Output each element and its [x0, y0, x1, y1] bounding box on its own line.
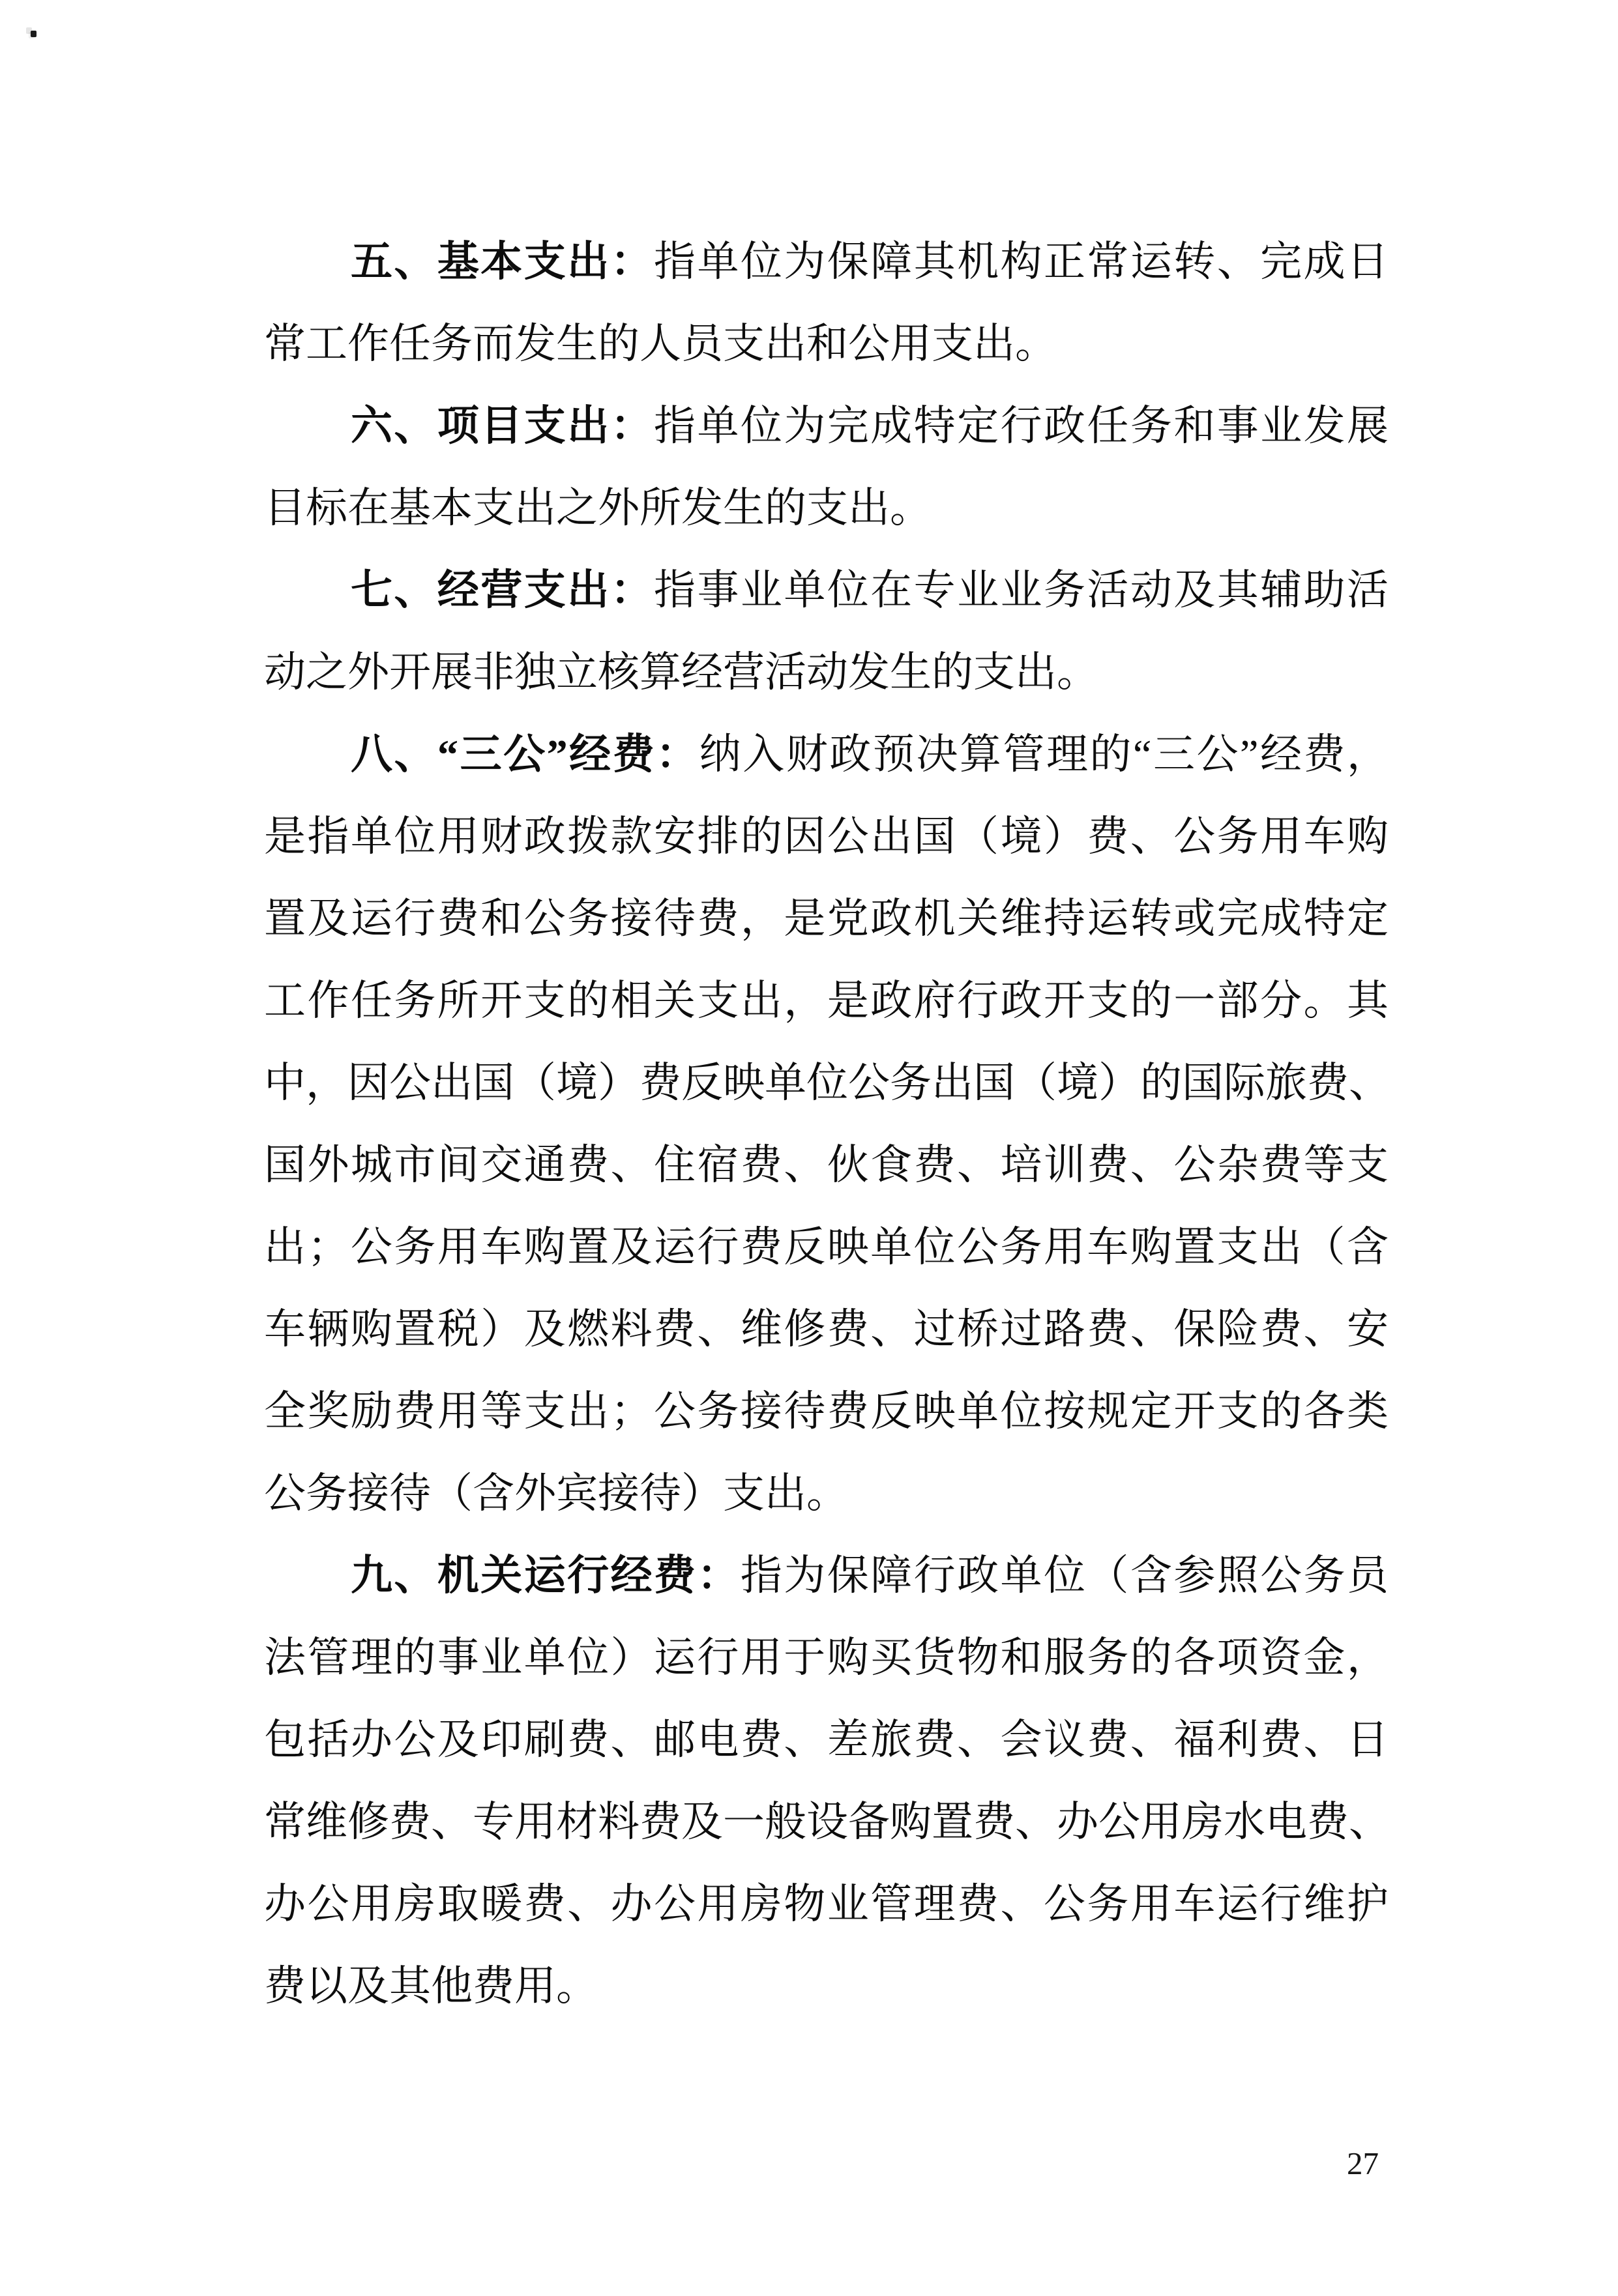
doc-line — [264, 714, 1389, 796]
doc-line — [264, 796, 1389, 878]
doc-line — [264, 1535, 1389, 1617]
doc-line — [264, 1699, 1389, 1781]
doc-line — [264, 1863, 1389, 1945]
doc-line — [264, 1371, 1389, 1453]
doc-line — [264, 1453, 1389, 1535]
doc-line — [264, 960, 1389, 1042]
line-text: 指单位为保障其机构正常运转、完成日 — [654, 239, 1389, 285]
doc-line — [264, 467, 1389, 549]
line-text: 目标在基本支出之外所发生的支出。 — [264, 485, 932, 531]
line-text: 法管理的事业单位）运行用于购买货物和服务的各项资金， — [264, 1635, 1389, 1681]
doc-line — [264, 1617, 1389, 1699]
doc-line — [264, 385, 1389, 467]
line-text: 指单位为完成特定行政任务和事业发展 — [654, 403, 1389, 449]
line-text: 纳入财政预决算管理的“三公”经费， — [699, 731, 1389, 777]
line-text: 车辆购置税）及燃料费、维修费、过桥过路费、保险费、安 — [264, 1306, 1389, 1352]
doc-line — [264, 1206, 1389, 1288]
line-text: 常维修费、专用材料费及一般设备购置费、办公用房水电费、 — [264, 1799, 1390, 1845]
doc-line — [264, 632, 1389, 714]
line-text: 办公用房取暖费、办公用房物业管理费、公务用车运行维护 — [264, 1881, 1389, 1927]
page-number: 27 — [1347, 2145, 1379, 2181]
paragraph-head: 五、基本支出： — [351, 239, 655, 285]
paragraph-head: 九、机关运行经费： — [351, 1552, 741, 1599]
doc-line — [264, 1781, 1389, 1863]
line-text: 全奖励费用等支出；公务接待费反映单位按规定开支的各类 — [264, 1388, 1389, 1434]
document-body — [264, 221, 1389, 2027]
doc-line — [264, 1945, 1389, 2027]
line-text: 工作任务所开支的相关支出，是政府行政开支的一部分。其 — [264, 978, 1389, 1024]
line-text: 动之外开展非独立核算经营活动发生的支出。 — [264, 649, 1098, 695]
line-text: 公务接待（含外宾接待）支出。 — [264, 1470, 848, 1517]
doc-line — [264, 1124, 1389, 1206]
doc-line — [264, 1288, 1389, 1371]
doc-line — [264, 549, 1389, 632]
line-text: 指为保障行政单位（含参照公务员 — [740, 1552, 1389, 1599]
line-text: 常工作任务而发生的人员支出和公用支出。 — [264, 321, 1057, 367]
paragraph-head: 六、项目支出： — [351, 403, 655, 449]
line-text: 包括办公及印刷费、邮电费、差旅费、会议费、福利费、日 — [264, 1717, 1389, 1763]
line-text: 中，因公出国（境）费反映单位公务出国（境）的国际旅费、 — [264, 1060, 1390, 1106]
paragraph-head: 八、“三公”经费： — [351, 731, 699, 777]
scan-artifact-dot — [31, 31, 37, 37]
paragraph-head: 七、经营支出： — [351, 567, 655, 613]
line-text: 是指单位用财政拨款安排的因公出国（境）费、公务用车购 — [264, 813, 1389, 860]
doc-line — [264, 303, 1389, 385]
line-text: 置及运行费和公务接待费，是党政机关维持运转或完成特定 — [264, 895, 1389, 942]
doc-line — [264, 221, 1389, 303]
line-text: 出；公务用车购置及运行费反映单位公务用车购置支出（含 — [264, 1224, 1389, 1270]
line-text: 指事业单位在专业业务活动及其辅助活 — [654, 567, 1389, 613]
line-text: 费以及其他费用。 — [264, 1963, 598, 2009]
doc-line — [264, 1042, 1389, 1124]
line-text: 国外城市间交通费、住宿费、伙食费、培训费、公杂费等支 — [264, 1142, 1389, 1188]
doc-line — [264, 878, 1389, 960]
